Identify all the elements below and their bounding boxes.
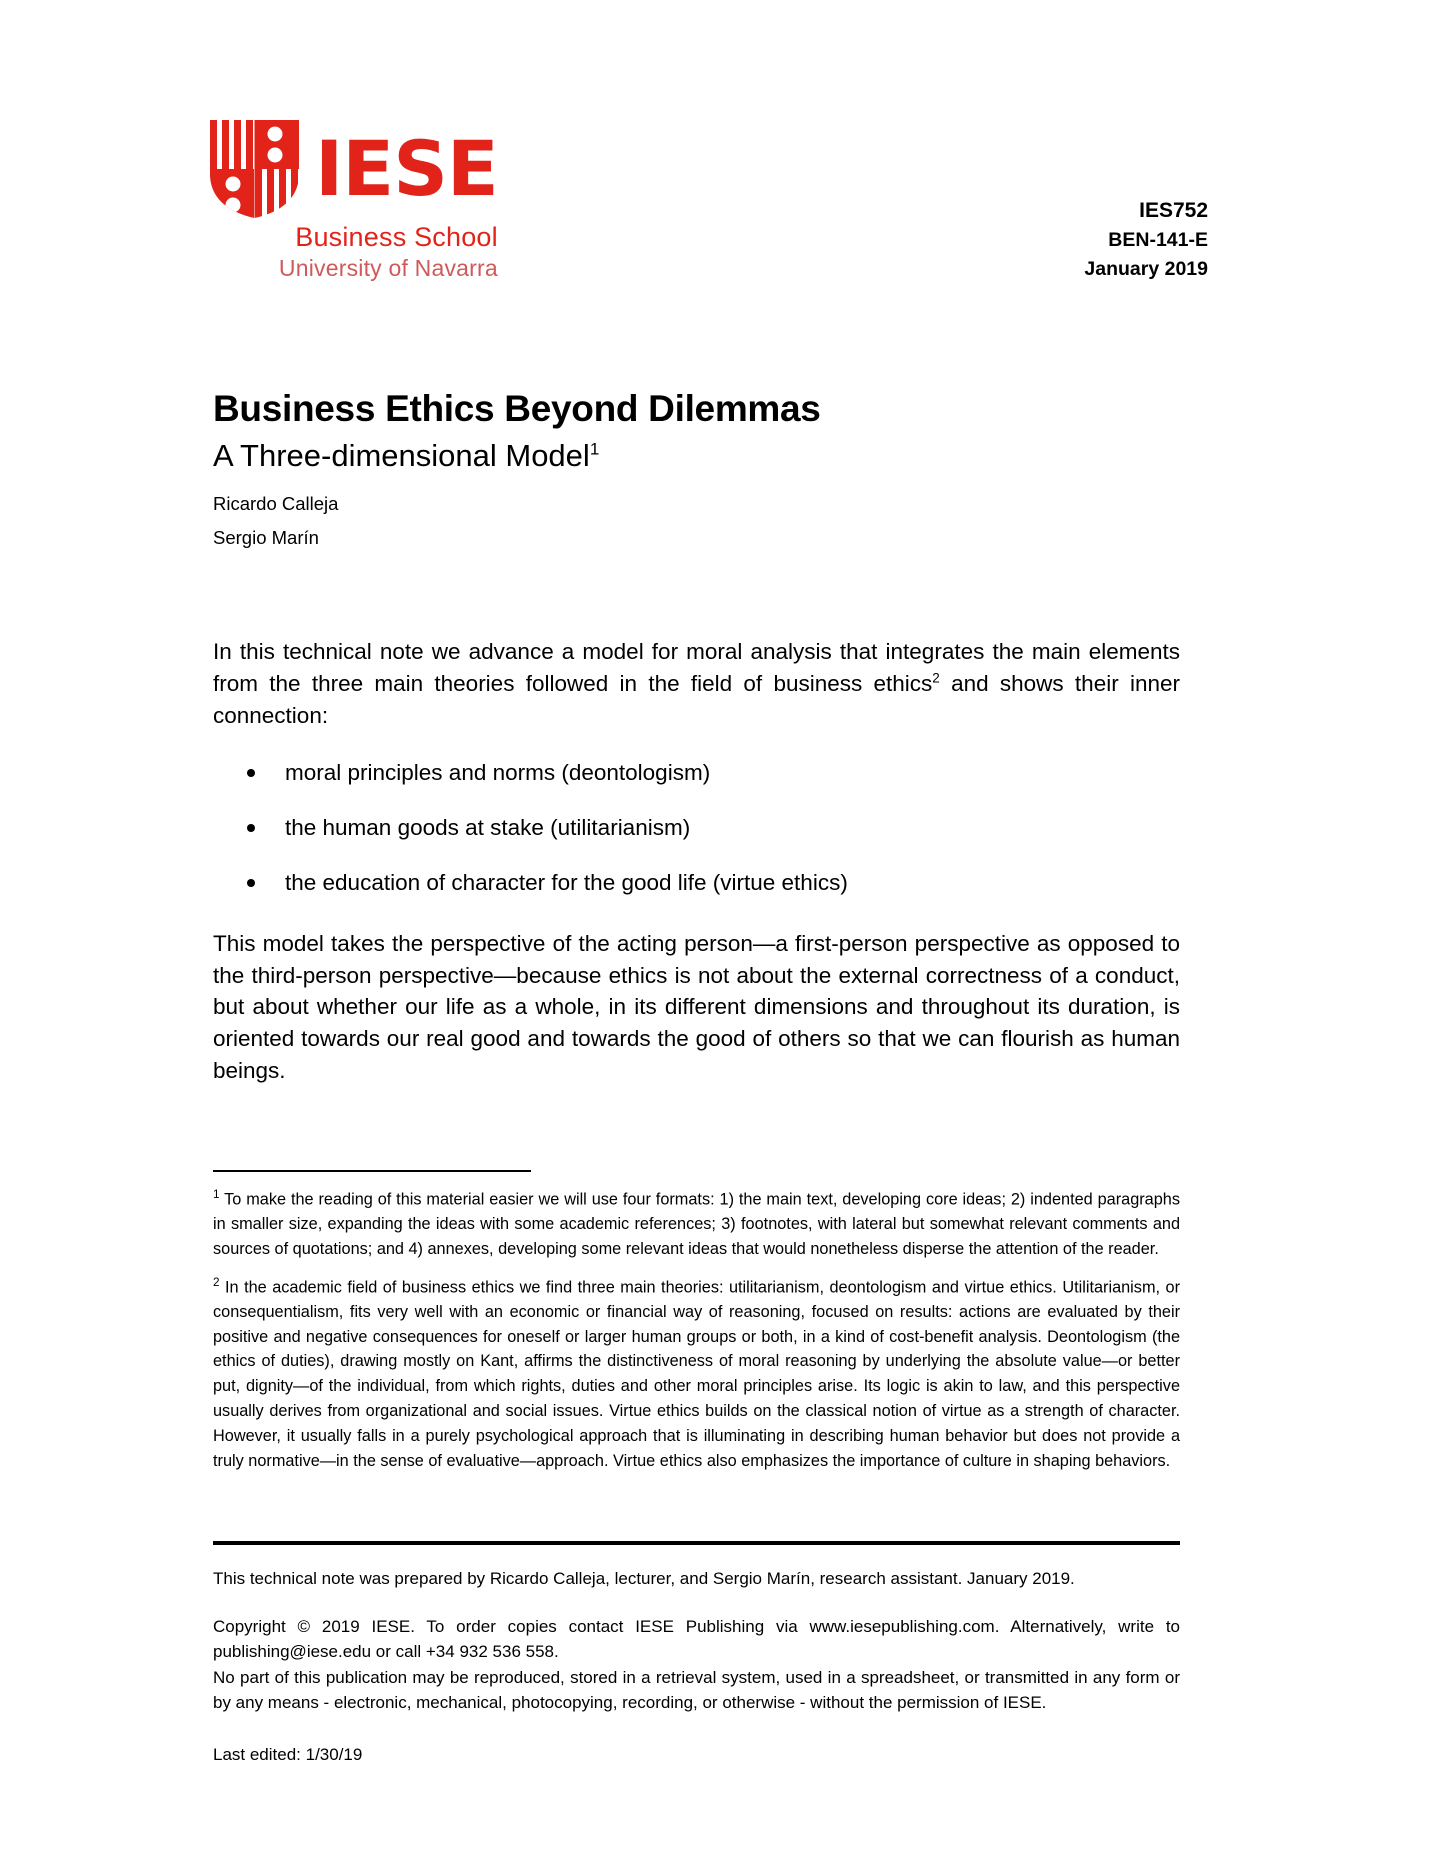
list-item-label: the human goods at stake (utilitarianism) xyxy=(285,815,691,841)
list-item xyxy=(213,813,1180,842)
title-block xyxy=(213,387,1193,474)
intro-footnote-marker: 2 xyxy=(932,670,940,686)
footnote-section xyxy=(213,1186,1180,1485)
footnote-marker: 2 xyxy=(213,1275,220,1289)
author-name: Ricardo Calleja xyxy=(213,493,339,514)
page-subtitle xyxy=(213,437,1193,474)
document-identifiers xyxy=(1084,196,1208,283)
list-item xyxy=(213,868,1180,897)
footnote-item xyxy=(213,1186,1180,1262)
logo-wordmark: IESE xyxy=(315,124,498,214)
iese-shield-icon xyxy=(208,118,301,220)
logo-subtitle-business-school: Business School xyxy=(295,222,498,252)
bullet-dot-icon xyxy=(247,879,255,887)
document-header xyxy=(0,0,1445,300)
list-item-label: the education of character for the good life (virtue ethics) xyxy=(285,870,848,896)
bullet-dot-icon xyxy=(247,769,255,777)
bullet-dot-icon xyxy=(247,824,255,832)
document-date: January 2019 xyxy=(1084,257,1208,280)
intro-text-part1: In this technical note we advance a model for moral analysis that integrates the main elements from the three main theories followed in the field of business ethics xyxy=(213,639,1180,696)
page-title: Business Ethics Beyond Dilemmas xyxy=(213,388,821,429)
theory-bullet-list xyxy=(213,758,1180,898)
subtitle-footnote-marker: 1 xyxy=(589,439,600,459)
list-item-label: moral principles and norms (deontologism) xyxy=(285,759,711,785)
last-edited-label: Last edited: 1/30/19 xyxy=(213,1744,363,1764)
colophon-separator-rule xyxy=(213,1541,1180,1545)
logo-row xyxy=(208,118,498,220)
footnote-text: To make the reading of this material easier we will use four formats: 1) the main text, developing core ideas; 2) indented paragraphs in smaller size, expanding the ideas with some academic references; 3) footnotes, with lateral but somewhat relevant comments and sources of quotations; and 4) annexes, developing some relevant ideas that would nonetheless disperse the attention of the reader. xyxy=(213,1190,1180,1258)
document-body xyxy=(213,636,1180,1105)
document-reference: BEN-141-E xyxy=(1108,229,1208,252)
footnote-separator-rule xyxy=(213,1170,531,1172)
copyright-notice: Copyright © 2019 IESE. To order copies contact IESE Publishing via www.iesepublishing.com. Alternatively, write to publishing@iese.edu or call +34 932 536 558. xyxy=(213,1616,1180,1661)
author-name: Sergio Marín xyxy=(213,526,319,548)
footnote-item xyxy=(213,1274,1180,1474)
page-subtitle-text: A Three-dimensional Model xyxy=(213,437,590,473)
footnote-marker: 1 xyxy=(213,1188,220,1201)
logo-subtitle-university: University of Navarra xyxy=(278,255,498,281)
colophon-section xyxy=(213,1566,1180,1767)
iese-logo xyxy=(208,118,498,282)
footnote-text: In the academic field of business ethics we find three main theories: utilitarianism, deontologism and virtue ethics. Utilitarianism, or consequentialism, fits very well with an economic or financial way of reasoning, focused on results: actions are evaluated by their positive and negative consequences for oneself or larger human groups or both, in a kind of cost-benefit analysis. Deontologism (the ethics of duties), drawing mostly on Kant, affirms the distinctiveness of moral reasoning by underlying the absolute value—or better put, dignity—of the individual, from which rights, duties and other moral principles arise. Its logic is akin to law, and this perspective usually derives from organizational and social issues. Virtue ethics builds on the classical notion of virtue as a strength of character. However, it usually falls in a purely psychological approach that is illuminating in describing human behavior but does not provide a truly normative—in the sense of evaluative—approach. Virtue ethics also emphasizes the importance of culture in shaping behaviors. xyxy=(213,1278,1180,1470)
closing-paragraph: This model takes the perspective of the acting person—a first-person perspective as opposed to the third-person perspective—because ethics is not about the external correctness of a conduct, but about whether our life as a whole, in its different dimensions and throughout its duration, is oriented towards our real good and towards the good of others so that we can flourish as human beings. xyxy=(213,930,1180,1084)
reproduction-notice: No part of this publication may be reproduced, stored in a retrieval system, used in a spreadsheet, or transmitted in any form or by any means - electronic, mechanical, photocopying, recording, or otherwise - without the permission of IESE. xyxy=(213,1667,1180,1712)
document-code: IES752 xyxy=(1139,199,1208,222)
list-item xyxy=(213,758,1180,787)
intro-text-part2: and shows their inner connection: xyxy=(213,670,1181,728)
intro-paragraph xyxy=(213,636,1180,732)
preparation-note: This technical note was prepared by Ricardo Calleja, lecturer, and Sergio Marín, research assistant. January 2019. xyxy=(213,1569,1075,1588)
author-list xyxy=(213,487,338,554)
